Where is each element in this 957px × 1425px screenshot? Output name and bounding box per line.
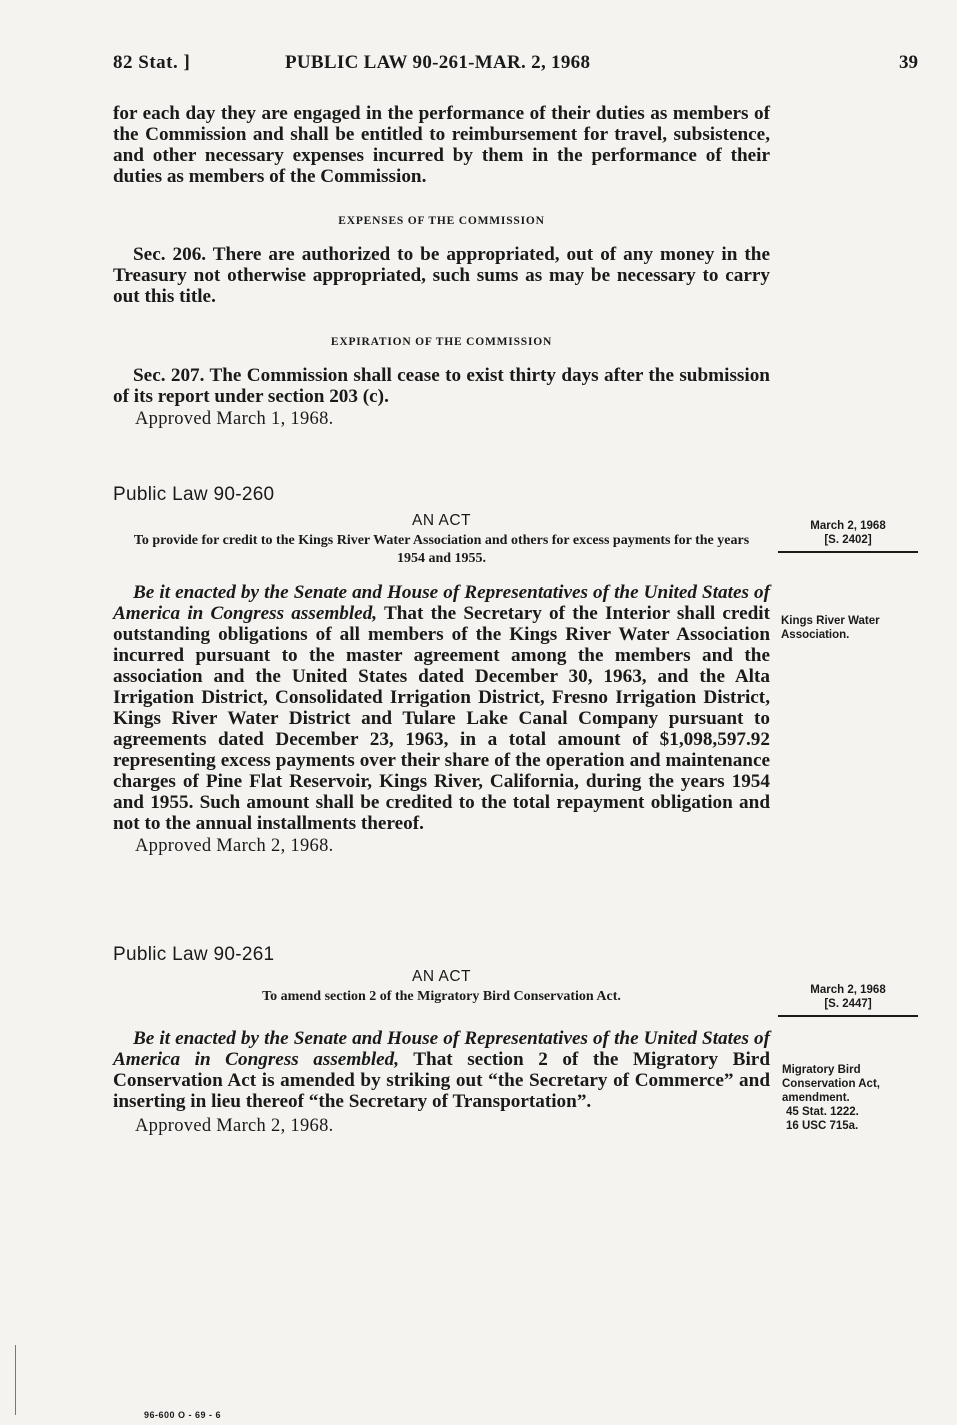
approval-date: Approved March 2, 1968. [135,1116,334,1136]
act-label: AN ACT [412,512,471,529]
approval-date: Approved March 2, 1968. [135,836,334,856]
section-text: There are authorized to be appropriated, out of any money in the Treasury not otherwise appropriated, such sums as may be necessary to carry out this title. [113,244,770,307]
act-title: To amend section 2 of the Migratory Bird Conservation Act. [262,989,621,1004]
law-number: Public Law 90-261 [113,944,275,965]
public-law-90-260 [113,484,770,857]
section-text: The Commission shall cease to exist thirty days after the submission of its report under section 203 (c). [113,365,770,407]
page-number: 39 [899,52,918,73]
section-label: Sec. 206. [133,244,207,265]
printer-footer: 96-600 O - 69 - 6 [144,1410,222,1420]
section-label: Sec. 207. [133,365,205,386]
margin-bill-number: [S. 2447] [824,998,872,1010]
margin-bill-number: [S. 2402] [824,534,872,546]
public-law-90-261 [113,944,770,1137]
section-paragraph [113,365,770,407]
act-title: To provide for credit to the Kings River Water Association and others for excess payments for the years 1954 and 1955. [133,533,750,566]
section-207 [113,336,770,430]
enacting-clause: Be it enacted by the Senate and House of Representatives of the United States of America in Congress assembled, [113,1028,770,1070]
margin-subject: Migratory Bird Conservation Act, amendment. [782,1064,880,1104]
margin-citation-stat: 45 Stat. 1222. [786,1106,859,1118]
section-heading: EXPIRATION OF THE COMMISSION [330,336,553,348]
margin-rule [778,551,918,553]
act-text: That the Secretary of the Interior shall credit outstanding obligations of all members of the Kings River Water Association incurred pursuant to the master agreement among the members and the association and the United States dated December 30, 1963, and the Alta Irrigation District, Consolidated Irrigation District, Fresno Irrigation District, Kings River Water District and Tulare Lake Canal Company pursuant to agreements dated December 23, 1963, in a total amount of $1,098,597.92 representing excess payments over their share of the operation and maintenance charges of Pine Flat Reservoir, Kings River, California, during the years 1954 and 1955. Such amount shall be credited to the total repayment obligation and not to the annual installments thereof. [113,603,771,834]
margin-note-subject-260: Kings River Water Association. [781,615,880,641]
margin-note-bill-260 [778,519,918,553]
volume-reference: 82 Stat. ] [113,52,191,73]
margin-date: March 2, 1968 [810,520,886,532]
margin-rule [778,1015,918,1017]
intro-section [113,103,770,187]
law-number: Public Law 90-260 [113,484,275,505]
intro-paragraph: for each day they are engaged in the performance of their duties as members of the Commission and shall be entitled to reimbursement for travel, subsistence, and other necessary expenses incurred by them in the performance of their duties as members of the Commission. [113,103,770,187]
running-header [113,52,918,82]
margin-date: March 2, 1968 [810,984,886,996]
page-edge-line [15,1345,16,1415]
act-body [113,582,770,834]
approval-date: Approved March 1, 1968. [135,409,334,429]
act-body [113,1028,770,1112]
act-text: That section 2 of the Migratory Bird Conservation Act is amended by striking out “the Secretary of Commerce” and inserting in lieu thereof “the Secretary of Transportation”. [113,1049,770,1112]
section-206 [113,215,770,307]
section-paragraph [113,244,770,307]
margin-citation-usc: 16 USC 715a. [786,1120,859,1132]
enacting-clause: Be it enacted by the Senate and House of Representatives of the United States of America in Congress assembled, [113,582,770,624]
section-heading: EXPENSES OF THE COMMISSION [338,215,545,227]
margin-note-subject-261 [782,1063,914,1133]
act-label: AN ACT [412,968,471,985]
running-title: PUBLIC LAW 90-261-MAR. 2, 1968 [285,52,591,73]
margin-note-bill-261 [778,983,918,1017]
